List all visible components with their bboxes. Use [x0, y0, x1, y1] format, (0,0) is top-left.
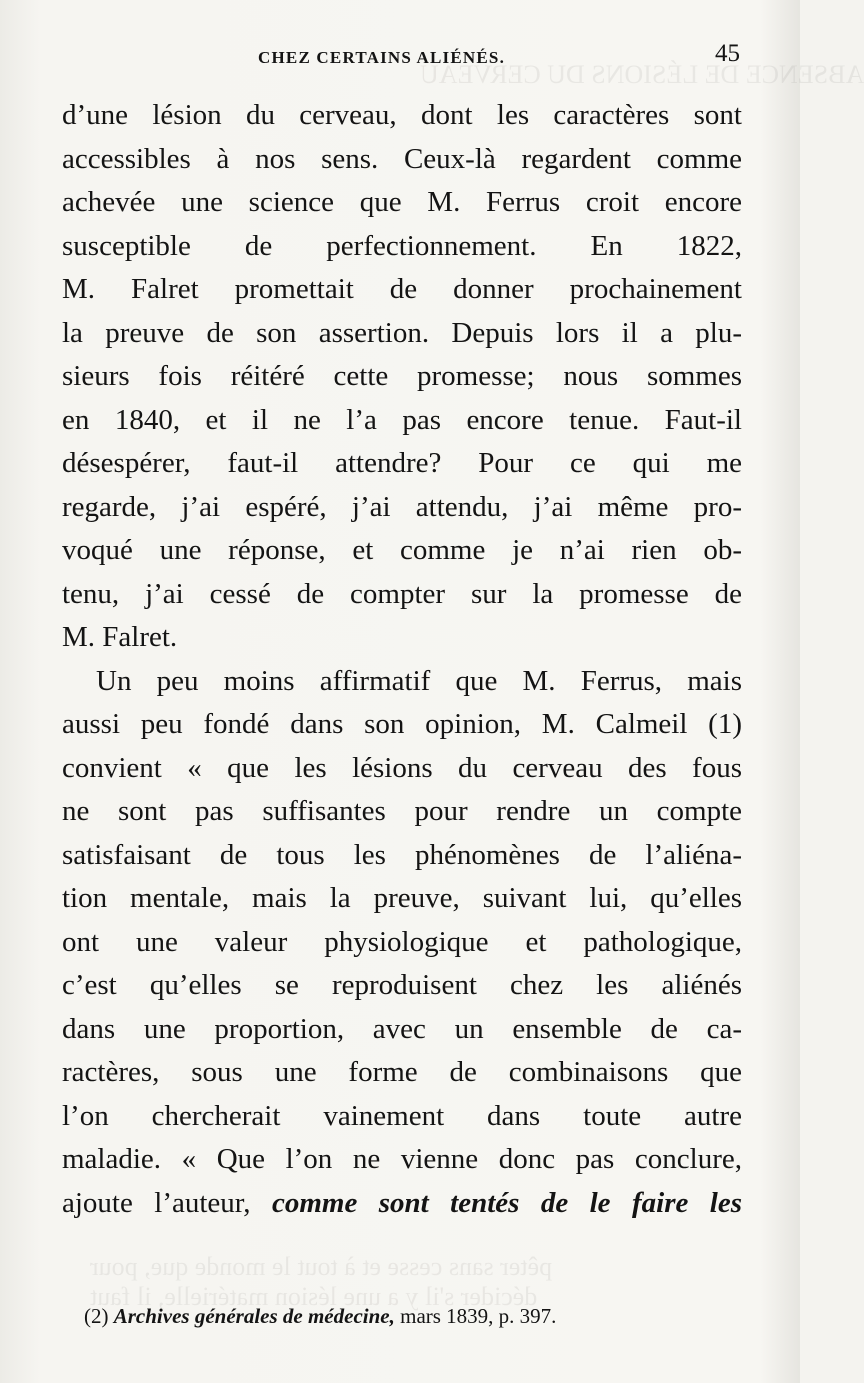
text-line: convient « que les lésions du cerveau des fous: [62, 751, 742, 784]
text-line: tenu, j’ai cessé de compter sur la promesse de: [62, 577, 742, 610]
text-line: d’une lésion du cerveau, dont les caractères sont: [62, 99, 742, 131]
text-line: satisfaisant de tous les phénomènes de l’aliéna-: [62, 838, 742, 871]
text-line: aussi peu fondé dans son opinion, M. Calmeil (1): [62, 708, 742, 740]
text-line: M. Falret promettait de donner prochainement: [62, 273, 742, 305]
text-line: ont une valeur physiologique et pathologique,: [62, 925, 742, 958]
footnote-details: mars 1839, p. 397.: [400, 1304, 557, 1328]
running-title: CHEZ CERTAINS ALIÉNÉS.: [258, 48, 506, 67]
page-number: 45: [715, 40, 740, 67]
text-line: tion mentale, mais la preuve, suivant lui, qu’elles: [62, 882, 742, 914]
footnote: [84, 1304, 744, 1329]
text-line: la preuve de son assertion. Depuis lors il a plu-: [62, 316, 742, 349]
text-line: l’on chercherait vainement dans toute autre: [62, 1099, 742, 1132]
text-line: en 1840, et il ne l’a pas encore tenue. Faut-il: [62, 403, 742, 436]
text-plain: ajoute l’auteur,: [62, 1186, 272, 1219]
paragraph-first-line: Un peu moins affirmatif que M. Ferrus, mais: [96, 664, 742, 697]
text-line: ractères, sous une forme de combinaisons que: [62, 1056, 742, 1088]
footnote-source: Archives générales de médecine,: [113, 1304, 395, 1328]
text-line: maladie. « Que l’on ne vienne donc pas conclure,: [62, 1143, 742, 1175]
show-through-text: pêter sans cesse et à tout le monde que, pour: [90, 1252, 553, 1281]
text-italic: comme sont tentés de le faire les: [271, 1186, 742, 1219]
text-line: regarde, j’ai espéré, j’ai attendu, j’ai même pro-: [62, 490, 742, 523]
show-through-text: ABSENCE DE LÉSIONS DU CERVEAU: [420, 60, 864, 89]
show-through-text: décider s'il y a une lésion matérielle, il faut: [90, 1282, 538, 1311]
text-line: dans une proportion, avec un ensemble de ca-: [62, 1012, 742, 1045]
text-line: accessibles à nos sens. Ceux-là regardent comme: [62, 142, 742, 175]
text-line-last: [62, 1182, 742, 1226]
text-line: susceptible de perfectionnement. En 1822,: [62, 229, 742, 262]
text-line: M. Falret.: [62, 621, 178, 653]
running-head: [60, 40, 740, 74]
text-line: sieurs fois réitéré cette promesse; nous sommes: [62, 360, 742, 392]
text-line: ne sont pas suffisantes pour rendre un compte: [62, 795, 742, 827]
body-text: [62, 94, 742, 1225]
text-line: c’est qu’elles se reproduisent chez les aliénés: [62, 969, 742, 1001]
text-line: achevée une science que M. Ferrus croit encore: [62, 186, 742, 218]
footnote-marker: (2): [84, 1304, 109, 1328]
text-line: désespérer, faut-il attendre? Pour ce qui me: [62, 447, 742, 479]
text-line: voqué une réponse, et comme je n’ai rien ob-: [62, 534, 742, 566]
